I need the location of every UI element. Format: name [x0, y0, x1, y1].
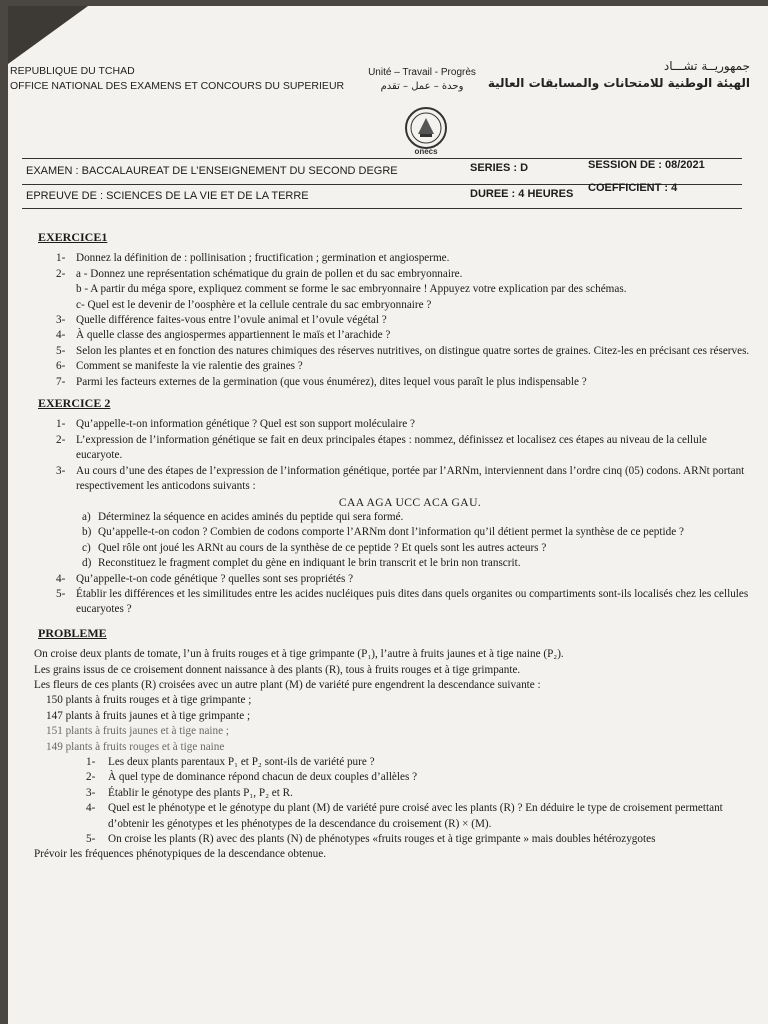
- question-text: Qu’appelle-t-on code génétique ? quelles sont ses propriétés ?: [76, 572, 354, 585]
- exercise2-question: [30, 464, 750, 495]
- question-number: 2-: [56, 433, 66, 446]
- problem-intro-3: Les fleurs de ces plants (R) croisées avec un autre plant (M) de variété pure engendrent la descendance suivante :: [34, 678, 541, 691]
- question-text: À quel type de dominance répond chacun de deux couples d’allèles ?: [108, 771, 418, 784]
- problem-question: [30, 832, 750, 847]
- exercise2-title: EXERCICE 2: [38, 396, 111, 411]
- problem-intro-1: On croise deux plants de tomate, l’un à fruits rouges et à tige grimpante (P₁), l’autre à fruits jaunes et à tige naine (P₂).: [34, 648, 564, 661]
- header-motto: [362, 66, 482, 94]
- result-line: 147 plants à fruits jaunes et à tige grimpante ;: [46, 709, 251, 722]
- question-text: Quel rôle ont joué les ARNt au cours de la synthèse de ce peptide ? Et quels sont les autres acteurs ?: [98, 541, 547, 554]
- anticodon-sequence: CAA AGA UCC ACA GAU.: [338, 495, 482, 509]
- exam-info-box: [22, 158, 742, 210]
- question-number: 3-: [56, 464, 66, 477]
- question-number: 2-: [56, 267, 66, 280]
- question-text: b - A partir du méga spore, expliquez comment se forme le sac embryonnaire ! Appuyez votre explication par des schémas.: [76, 283, 627, 296]
- exam-session: SESSION DE : 08/2021: [588, 159, 705, 171]
- question-text: Quelle différence faites-vous entre l’ovule animal et l’ovule végétal ?: [76, 314, 387, 327]
- question-text: Selon les plantes et en fonction des natures chimiques des réserves nutritives, on distingue quatre sortes de graines. Citez-les en précisant ces réserves.: [76, 344, 750, 357]
- question-text: Parmi les facteurs externes de la germination (que vous énumérez), dites lequel vous paraît le plus indispensable ?: [76, 375, 587, 388]
- question-text: Comment se manifeste la vie ralentie des graines ?: [76, 360, 303, 373]
- question-number: 6-: [56, 360, 66, 373]
- question-number: 7-: [56, 375, 66, 388]
- problem-question: [30, 755, 750, 770]
- exercise1-question: [30, 344, 750, 359]
- header-left: [10, 64, 344, 94]
- result-line: 151 plants à fruits jaunes et à tige naine ;: [46, 725, 229, 738]
- logo-text: onecs: [414, 147, 438, 156]
- exam-content: [30, 226, 750, 863]
- exercise2-subquestion: [30, 525, 750, 540]
- problem-question: [30, 801, 750, 832]
- exercise1-question: [30, 328, 750, 343]
- exam-coefficient: COEFFICIENT : 4: [588, 182, 678, 194]
- question-number: b): [82, 526, 92, 539]
- question-text: Donnez la définition de : pollinisation ; fructification ; germination et angiosperme.: [76, 252, 450, 265]
- problem-intro-2: Les grains issus de ce croisement donnent naissance à des plants (R), tous à fruits rouges et à tige grimpante.: [34, 663, 521, 676]
- header-right-arabic: [488, 58, 750, 92]
- exercise1-question: [30, 267, 750, 282]
- question-text: Quel est le phénotype et le génotype du plant (M) de variété pure croisé avec les plants (R) ? En déduire le type de croisement permettant d’obtenir les génotypes et les phénotypes de la descendance du croisement (R) × (M).: [108, 802, 723, 830]
- exercise2-question: [30, 433, 750, 464]
- question-number: 1-: [56, 252, 66, 265]
- republic-name-ar: جمهوريــة تشـــاد: [663, 59, 750, 73]
- question-number: a): [82, 510, 91, 523]
- motto-fr: Unité – Travail - Progrès: [368, 67, 476, 78]
- question-number: c): [82, 541, 91, 554]
- exercise2-question: [30, 587, 750, 618]
- question-number: 5-: [86, 833, 96, 846]
- exercise2-subquestion: [30, 510, 750, 525]
- question-text: Au cours d’une des étapes de l’expression de l’information génétique, portée par l’ARNm, interviennent dans l’ordre cinq (05) codons. ARNt portant respectivement les anticodons suivants :: [76, 464, 745, 493]
- motto-ar: وحدة – عمل – تقدم: [380, 81, 464, 92]
- question-number: 2-: [86, 771, 96, 784]
- problem-question: [30, 786, 750, 801]
- exam-sheet: [8, 6, 768, 1024]
- question-text: Établir le génotype des plants P₁, P₂ et R.: [108, 786, 293, 799]
- question-text: c- Quel est le devenir de l’oosphère et la cellule centrale du sac embryonnaire ?: [76, 298, 432, 311]
- exercise2-list: [30, 417, 750, 494]
- problem-questions: [30, 755, 750, 847]
- exercise1-question: [30, 282, 750, 297]
- question-number: 4-: [56, 329, 66, 342]
- exercise2-question: [30, 417, 750, 432]
- problem-results: [30, 693, 750, 755]
- exam-subject: EPREUVE DE : SCIENCES DE LA VIE ET DE LA TERRE: [26, 190, 309, 202]
- exercise1-question: [30, 313, 750, 328]
- problem-question: [30, 770, 750, 785]
- exercise1-list: [30, 251, 750, 390]
- exercise2-question: [30, 572, 750, 587]
- exam-series: SERIES : D: [470, 162, 529, 174]
- question-number: 5-: [56, 344, 66, 357]
- question-number: 3-: [86, 786, 96, 799]
- exercise1-question: [30, 251, 750, 266]
- question-number: 4-: [86, 802, 96, 815]
- folded-corner: [8, 6, 88, 64]
- question-text: À quelle classe des angiospermes appartiennent le maïs et l’arachide ?: [76, 329, 391, 342]
- exercise2-list-continued: [30, 572, 750, 618]
- exercise1-question: [30, 298, 750, 313]
- result-line: 149 plants à fruits rouges et à tige naine: [46, 740, 225, 753]
- result-line: 150 plants à fruits rouges et à tige grimpante ;: [46, 694, 252, 707]
- question-text: Déterminez la séquence en acides aminés du peptide qui sera formé.: [98, 510, 404, 523]
- office-name: OFFICE NATIONAL DES EXAMENS ET CONCOURS DU SUPERIEUR: [10, 80, 345, 92]
- exercise1-question: [30, 375, 750, 390]
- question-number: d): [82, 557, 92, 570]
- question-text: Qu’appelle-t-on codon ? Combien de codons comporte l’ARNm dont l’information qu’il détient permet la synthèse de ce peptide ?: [98, 526, 684, 539]
- question-text: Les deux plants parentaux P₁ et P₂ sont-ils de variété pure ?: [108, 756, 375, 768]
- question-text: Qu’appelle-t-on information génétique ? Quel est son support moléculaire ?: [76, 418, 415, 431]
- question-number: 3-: [56, 314, 66, 327]
- exercise2-subquestion: [30, 556, 750, 571]
- question-text: Reconstituez le fragment complet du gène en indiquant le brin transcrit et le brin non transcrit.: [98, 557, 521, 570]
- problem-title: PROBLEME: [38, 625, 107, 640]
- exercise2-subquestions: [30, 510, 750, 572]
- republic-name: REPUBLIQUE DU TCHAD: [10, 65, 135, 77]
- question-number: 1-: [56, 418, 66, 431]
- exercise1-title: EXERCICE1: [38, 230, 108, 244]
- problem-final: Prévoir les fréquences phénotypiques de la descendance obtenue.: [34, 848, 327, 861]
- exam-name: EXAMEN : BACCALAUREAT DE L’ENSEIGNEMENT DU SECOND DEGRE: [26, 165, 398, 177]
- exam-duration: DUREE : 4 HEURES: [470, 188, 574, 200]
- question-number: 5-: [56, 587, 66, 600]
- exercise1-question: [30, 359, 750, 374]
- question-text: On croise les plants (R) avec des plants (N) de phénotypes «fruits rouges et à tige grimpante » mais doubles hétérozygotes: [108, 833, 656, 846]
- question-number: 1-: [86, 756, 96, 768]
- onecs-logo: [394, 104, 458, 156]
- office-name-ar: الهيئة الوطنية للامتحانات والمسابقات العالية: [487, 76, 750, 90]
- question-text: L’expression de l’information génétique se fait en deux principales étapes : nommez, définissez et localisez ces étapes au niveau de la cellule eucaryote.: [76, 433, 707, 462]
- exercise2-subquestion: [30, 541, 750, 556]
- question-text: a - Donnez une représentation schématique du grain de pollen et du sac embryonnaire.: [76, 267, 463, 280]
- question-number: 4-: [56, 572, 66, 585]
- question-text: Établir les différences et les similitudes entre les acides nucléiques puis dites dans quels organites ou compartiments sont-ils localisés chez les cellules eucaryotes ?: [76, 587, 749, 616]
